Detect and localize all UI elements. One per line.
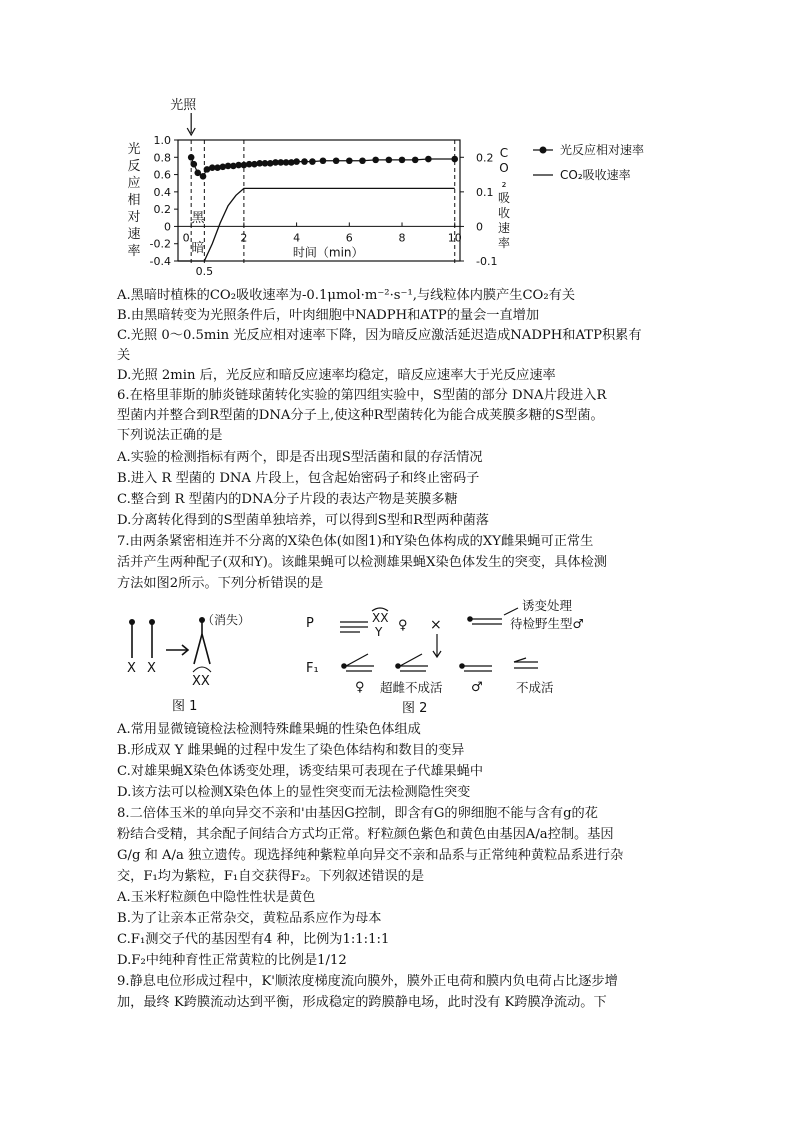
light-reaction-chart	[120, 95, 710, 280]
q8-option-d: D.F₂中纯种育性正常黄粒的比例是1/12	[117, 953, 347, 968]
y-left-label-char-6: 率	[127, 244, 141, 259]
y-left-tick-6: -0.2	[149, 237, 171, 251]
series-light-point-33	[451, 156, 458, 163]
q6-stem-2: 型菌内并整合到R型菌的DNA分子上,使这种R型菌转化为能合成荚膜多糖的S型菌。	[117, 408, 604, 423]
q7-option-a: A.常用显微镜镜检法检测特殊雌果蝇的性染色体组成	[117, 722, 421, 737]
fig2-cross-symbol: ×	[430, 617, 442, 633]
dark-label-1: 黑	[191, 210, 205, 226]
y-right-label-char-3: 吸	[497, 191, 511, 205]
q8-stem-1: 8.二倍体玉米的单向异交不亲和'由基因G控制，即含有G的卵细胞不能与含有g的花	[117, 806, 598, 821]
q8-option-b: B.为了让亲本正常杂交，黄粒品系应作为母本	[117, 911, 382, 926]
y-left-label-char-4: 对	[127, 210, 141, 225]
y-left-label-char-2: 应	[127, 176, 141, 191]
q7-stem-3: 方法如图2所示。下列分析错误的是	[117, 576, 324, 591]
x-tick-extra: 0.5	[195, 265, 214, 278]
q7-stem-1: 7.由两条紧密相连并不分离的X染色体(如图1)和Y染色体构成的XY雌果蝇可正常生	[117, 534, 594, 549]
q6-option-c: C.整合到 R 型菌内的DNA分子片段的表达产物是荚膜多糖	[117, 492, 458, 507]
y-left-tick-7: -0.4	[149, 255, 171, 268]
series-light-point-22	[301, 158, 308, 165]
series-light-point-1	[191, 161, 198, 168]
legend-light-label: 光反应相对速率	[560, 143, 645, 157]
dark-label-2: 暗	[191, 241, 205, 257]
y-right-tick-0: 0.2	[476, 151, 494, 165]
y-left-tick-5: 0	[164, 220, 171, 234]
q5-option-b: B.由黑暗转变为光照条件后，叶肉细胞中NADPH和ATP的量会一直增加	[117, 308, 540, 323]
x-tick-2: 4	[293, 231, 301, 245]
fig2-mother-y: Y	[375, 625, 383, 639]
fig2-superfemale-label: 超雌不成活	[380, 680, 443, 695]
fig1-x-left: X	[127, 661, 136, 676]
x-tick-4: 8	[398, 231, 406, 245]
q6-option-b: B.进入 R 型菌的 DNA 片段上，包含起始密码子和终止密码子	[117, 471, 480, 486]
fig1-x-right: X	[147, 661, 156, 676]
series-light-point-23	[309, 158, 316, 165]
series-light-point-29	[386, 157, 393, 164]
q7-stem-2: 活并产生两种配子(双和Y)。该雌果蝇可以检测雄果蝇X染色体发生的突变，具体检测	[117, 555, 607, 570]
series-light-point-3	[200, 173, 207, 180]
q8-stem-3: G/g 和 A/a 独立遗传。现选择纯种紫粒单向异交不亲和品系与正常纯种黄粒品系进行杂	[117, 848, 624, 863]
series-light-point-31	[412, 157, 419, 164]
x-tick-1: 2	[240, 231, 248, 245]
q5-option-d: D.光照 2min 后，光反应和暗反应速率均稳定，暗反应速率大于光反应速率	[117, 368, 556, 383]
y-left-label-char-3: 相	[127, 193, 141, 208]
series-light-point-32	[425, 156, 432, 163]
y-right-label-char-1: O	[499, 161, 509, 175]
series-light-point-30	[399, 157, 406, 164]
q5-option-a: A.黑暗时植株的CO₂吸收速率为-0.1μmol·m⁻²·s⁻¹,与线粒体内膜产生CO₂有关	[117, 288, 576, 303]
fig2-f1-male: ♂	[471, 680, 483, 695]
y-right-tick-3: -0.1	[476, 255, 498, 268]
q7-option-c: C.对雄果蝇X染色体诱变处理，诱变结果可表现在子代雄果蝇中	[117, 764, 484, 779]
y-left-tick-4: 0.2	[153, 203, 171, 217]
q6-option-a: A.实验的检测指标有两个，即是否出现S型活菌和鼠的存活情况	[117, 450, 483, 465]
chart-legend	[533, 142, 644, 182]
y-left-label-char-0: 光	[127, 142, 141, 157]
fig2-wild-label: 待检野生型♂	[510, 616, 584, 631]
fig2-nonviable-label: 不成活	[516, 680, 554, 695]
x-axis-label: 时间（min）	[292, 245, 364, 260]
series-light-point-26	[346, 157, 353, 164]
series-light-point-25	[333, 157, 340, 164]
y-right-label-char-0: C	[499, 146, 509, 160]
q5-option-c-cont: 关	[117, 348, 131, 363]
x-tick-0: 0	[182, 231, 190, 245]
y-right-tick-2: 0	[476, 220, 483, 234]
x-tick-5: 10	[447, 231, 462, 245]
y-right-label-char-2: ₂	[501, 176, 507, 190]
series-light-point-28	[372, 157, 379, 164]
series-light-point-21	[293, 158, 300, 165]
q9-stem-1: 9.静息电位形成过程中，K'顺浓度梯度流向膜外，膜外正电荷和膜内负电荷占比逐步增	[117, 974, 618, 989]
series-light-point-0	[188, 154, 195, 161]
fig1-merged-label: XX	[192, 674, 210, 689]
q9-stem-2: 加，最终 K跨膜流动达到平衡，形成稳定的跨膜静电场，此时没有 K跨膜净流动。下	[117, 995, 607, 1010]
fig2-f1-female: ♀	[355, 680, 365, 695]
q8-option-c: C.F₁测交子代的基因型有4 种，比例为1:1:1:1	[117, 932, 390, 947]
fig2-f1-label: F₁	[306, 661, 319, 676]
y-left-tick-1: 0.8	[153, 151, 171, 165]
light-label: 光照	[170, 98, 197, 113]
y-left-label-char-1: 反	[127, 159, 141, 174]
legend-co2-label: CO₂吸收速率	[560, 168, 631, 182]
q8-stem-2: 粉结合受精，其余配子间结合方式均正常。籽粒颜色紫色和黄色由基因A/a控制。基因	[117, 827, 614, 842]
q8-option-a: A.玉米籽粒颜色中隐性性状是黄色	[117, 890, 316, 905]
q6-stem-3: 下列说法正确的是	[117, 428, 223, 443]
figure-1-attached-x	[120, 600, 280, 718]
fig1-vanish-label: （消失）	[202, 613, 251, 627]
y-right-label-char-5: 速	[497, 221, 511, 235]
fig2-mutagen-label: 诱变处理	[522, 598, 573, 613]
y-left-tick-3: 0.4	[153, 185, 171, 199]
q7-option-d: D.该方法可以检测X染色体上的显性突变而无法检测隐性突变	[117, 785, 471, 800]
y-left-tick-2: 0.6	[153, 168, 171, 182]
fig2-female-symbol: ♀	[398, 618, 408, 633]
fig2-caption: 图 2	[402, 701, 428, 716]
q5-option-c: C.光照 0～0.5min 光反应相对速率下降，因为暗反应激活延迟造成NADPH和ATP积累有	[117, 328, 642, 343]
fig1-caption: 图 1	[172, 699, 198, 714]
q6-option-d: D.分离转化得到的S型菌单独培养，可以得到S型和R型两种菌落	[117, 513, 489, 528]
q7-option-b: B.形成双 Y 雌果蝇的过程中发生了染色体结构和数目的变异	[117, 743, 465, 758]
q6-stem-1: 6.在格里菲斯的肺炎链球菌转化实验的第四组实验中，S型菌的部分 DNA片段进入R	[117, 388, 607, 403]
y-left-label-char-5: 速	[127, 227, 141, 242]
fig1-attached-arc	[193, 667, 211, 672]
y-right-label-char-6: 率	[497, 236, 511, 250]
fig2-p-label: P	[306, 616, 314, 631]
fig2-mother-xx: XX	[372, 611, 389, 625]
y-left-tick-0: 1.0	[153, 134, 171, 147]
figure-2-cross-scheme	[300, 596, 630, 721]
y-right-label-char-4: 收	[497, 206, 511, 220]
series-light-point-24	[320, 157, 327, 164]
q8-stem-4: 交，F₁均为紫粒，F₁自交获得F₂。下列叙述错误的是	[117, 869, 425, 884]
y-right-tick-1: 0.1	[476, 185, 494, 199]
x-tick-3: 6	[345, 231, 353, 245]
series-light-point-27	[359, 157, 366, 164]
